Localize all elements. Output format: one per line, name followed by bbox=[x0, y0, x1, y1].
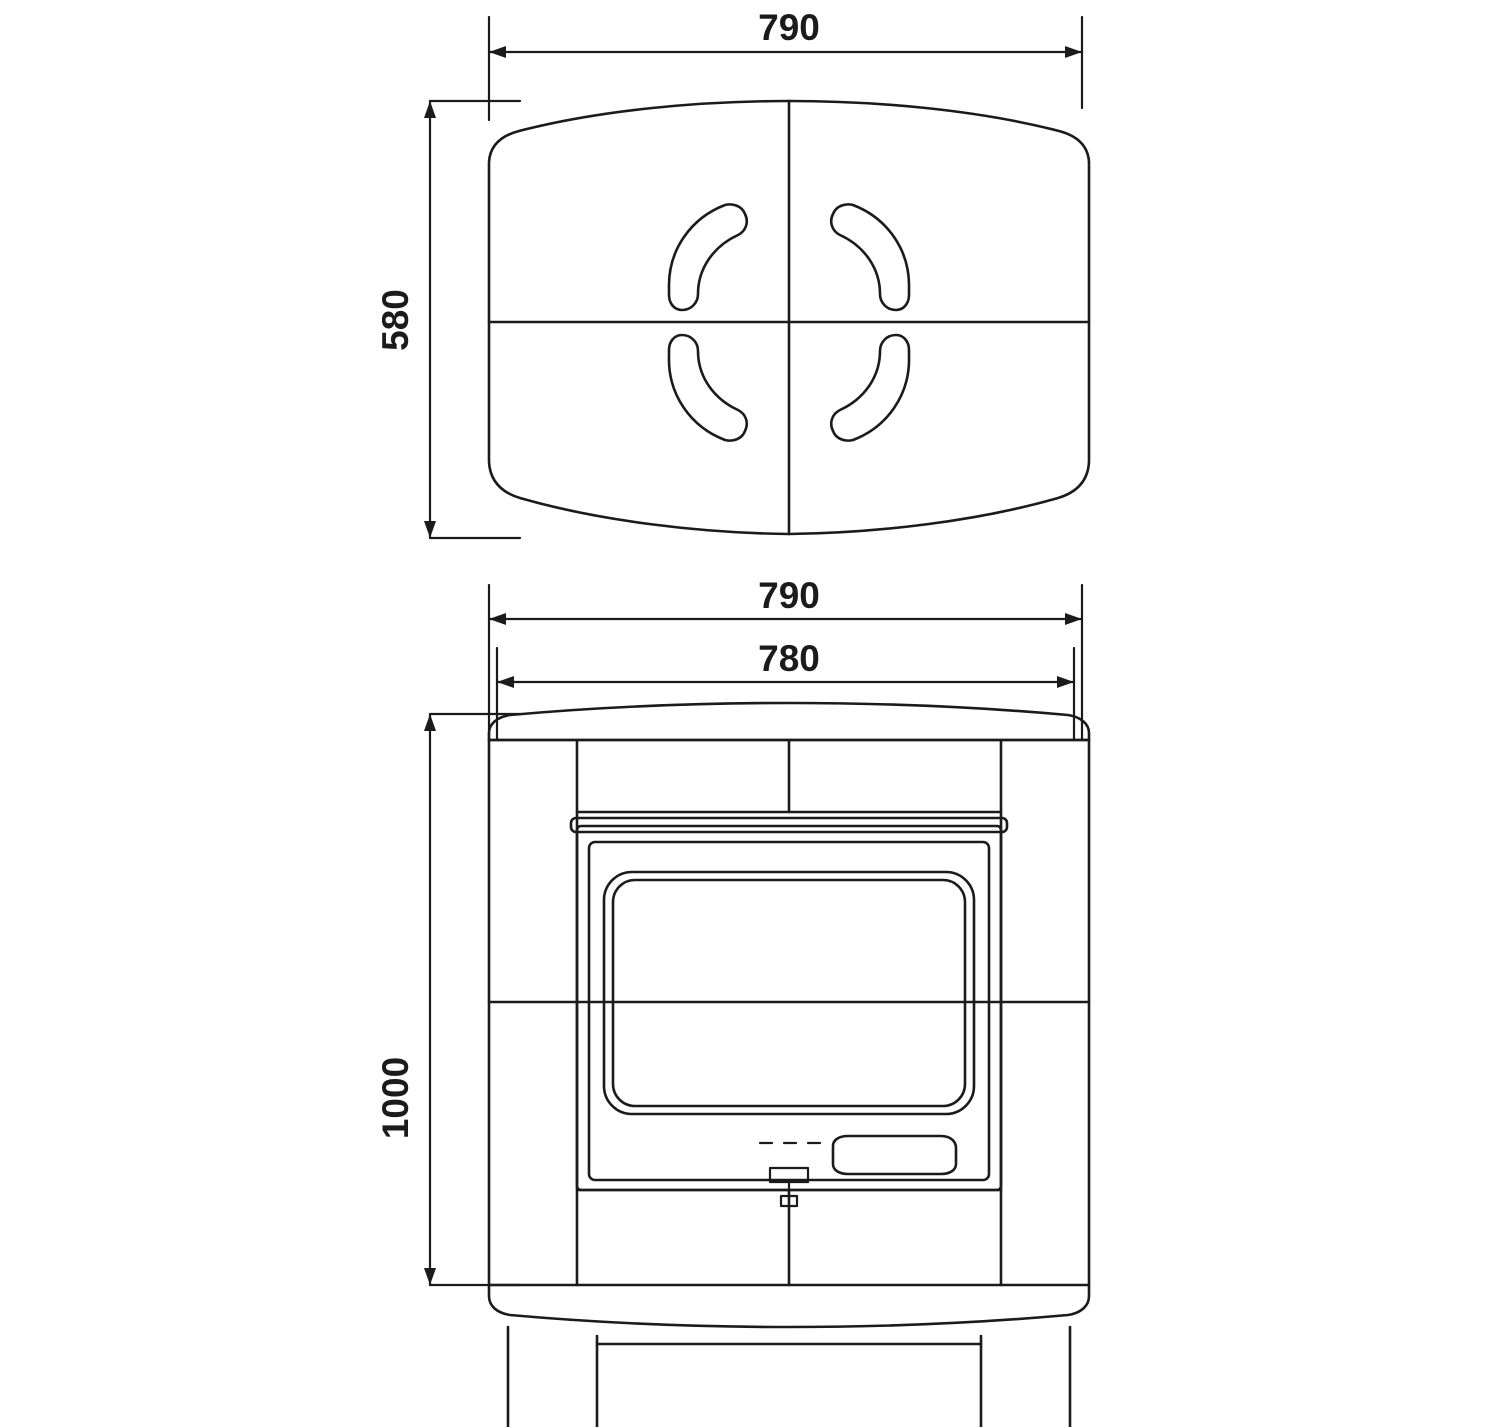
front-base bbox=[489, 1285, 1089, 1427]
door-handle bbox=[833, 1136, 956, 1174]
top-depth-dimension bbox=[424, 101, 520, 538]
top-depth-label: 580 bbox=[375, 289, 416, 351]
top-plate-outline bbox=[489, 101, 1089, 534]
firebox-door bbox=[571, 818, 1007, 1190]
front-outer-width-label: 790 bbox=[758, 575, 820, 616]
top-width-label: 790 bbox=[758, 7, 820, 48]
front-height-label: 1000 bbox=[375, 1056, 416, 1140]
front-body bbox=[489, 740, 1089, 1285]
door-latch-marks bbox=[760, 1143, 820, 1206]
front-top-cap bbox=[489, 703, 1089, 740]
front-height-dimension bbox=[424, 714, 520, 1285]
front-body-width-label: 780 bbox=[758, 638, 820, 679]
